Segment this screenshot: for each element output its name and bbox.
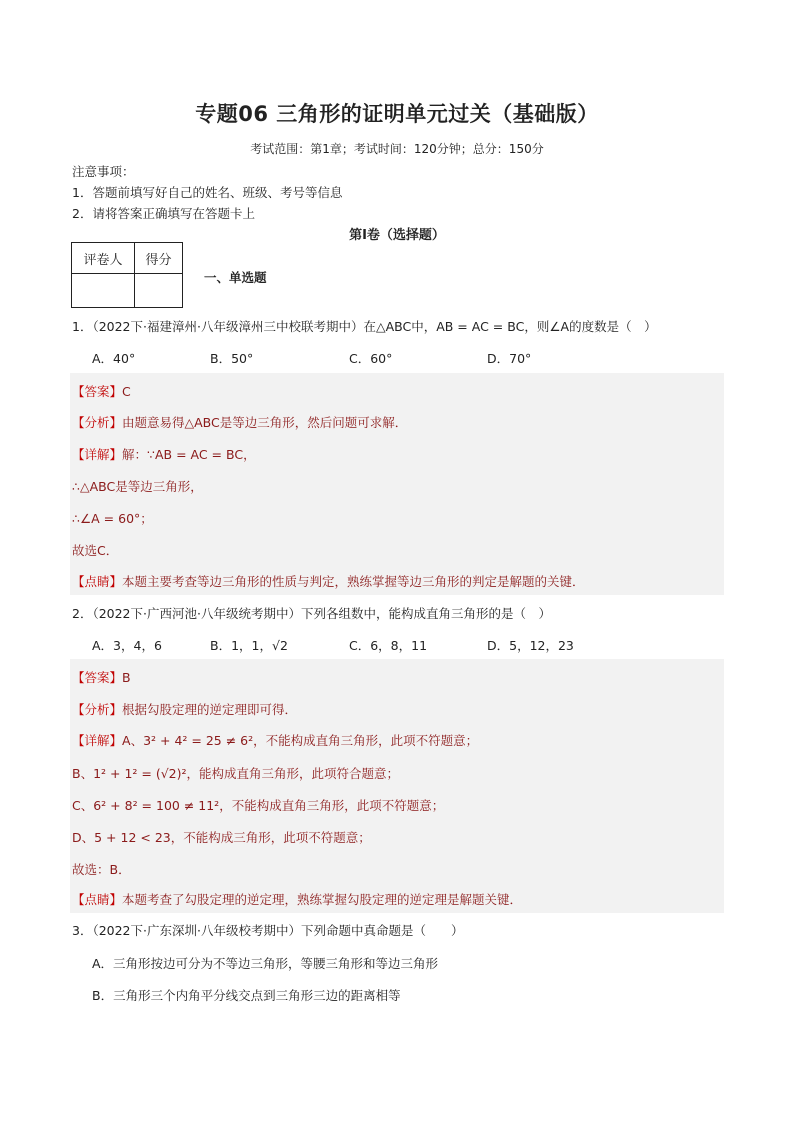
- question-1-comment: 【点睛】本题主要考查等边三角形的性质与判定，熟练掌握等边三角形的判定是解题的关键．: [72, 574, 585, 589]
- question-1-detail-3: ∴∠A = 60°；: [72, 511, 153, 526]
- question-2-stem: 2．（2022下·广西河池·八年级统考期中）下列各组数中，能构成直角三角形的是（ ）: [72, 606, 551, 621]
- question-2-option-c: C．6，8，11: [349, 638, 428, 653]
- note-2: 2．请将答案正确填写在答题卡上: [72, 206, 255, 221]
- question-2-option-b: B．1，1，√2: [210, 638, 288, 653]
- question-3-option-b: B．三角形三个内角平分线交点到三角形三边的距离相等: [92, 988, 401, 1003]
- question-2-option-d: D．5，12，23: [487, 638, 574, 653]
- part-title: 第I卷（选择题）: [349, 228, 445, 243]
- question-3-stem: 3．（2022下·广东深圳·八年级校考期中）下列命题中真命题是（ ）: [72, 923, 464, 938]
- question-2-detail: 【详解】A、3² + 4² = 25 ≠ 6²，不能构成直角三角形，此项不符题意；: [72, 733, 479, 748]
- question-1-analysis: 【分析】由题意易得△ABC是等边三角形，然后问题可求解．: [72, 415, 408, 430]
- question-1-answer: 【答案】C: [72, 384, 131, 399]
- question-2-detail-4: D、5 + 12 < 23，不能构成三角形，此项不符题意；: [72, 830, 371, 845]
- question-2-comment: 【点睛】本题考查了勾股定理的逆定理，熟练掌握勾股定理的逆定理是解题关键．: [72, 892, 523, 907]
- question-2-choice: 故选：B．: [72, 862, 131, 877]
- question-1-choice: 故选C．: [72, 543, 119, 558]
- question-1-stem: 1．（2022下·福建漳州·八年级漳州三中校联考期中）在△ABC中，AB = AC = BC，则∠A的度数是（ ）: [72, 319, 657, 334]
- question-1-detail: 【详解】解：∵AB = AC = BC，: [72, 447, 256, 462]
- question-2-answer: 【答案】B: [72, 670, 131, 685]
- question-1-detail-2: ∴△ABC是等边三角形，: [72, 479, 203, 494]
- score-table-header-score: 得分: [135, 243, 183, 274]
- question-1-option-b: B．50°: [210, 351, 254, 366]
- note-1: 1．答题前填写好自己的姓名、班级、考号等信息: [72, 185, 343, 200]
- notes-title: 注意事项：: [72, 164, 135, 179]
- score-table-cell-grader: [72, 274, 135, 308]
- question-2-detail-3: C、6² + 8² = 100 ≠ 11²，不能构成直角三角形，此项不符题意；: [72, 798, 445, 813]
- question-2-detail-2: B、1² + 1² = (√2)²，能构成直角三角形，此项符合题意；: [72, 766, 400, 781]
- question-2-solution-box: [70, 659, 724, 913]
- section-title: 一、单选题: [204, 270, 267, 285]
- score-table-header-grader: 评卷人: [72, 243, 135, 274]
- question-1-option-c: C．60°: [349, 351, 393, 366]
- question-2-option-a: A．3，4，6: [92, 638, 162, 653]
- score-table-cell-score: [135, 274, 183, 308]
- question-1-option-d: D．70°: [487, 351, 532, 366]
- question-2-analysis: 【分析】根据勾股定理的逆定理即可得．: [72, 702, 298, 717]
- question-3-option-a: A．三角形按边可分为不等边三角形，等腰三角形和等边三角形: [92, 956, 439, 971]
- exam-info: 考试范围：第1章；考试时间：120分钟；总分：150分: [250, 142, 544, 156]
- page-title: 专题06 三角形的证明单元过关（基础版）: [195, 102, 599, 126]
- score-table: [71, 242, 183, 308]
- question-1-option-a: A．40°: [92, 351, 136, 366]
